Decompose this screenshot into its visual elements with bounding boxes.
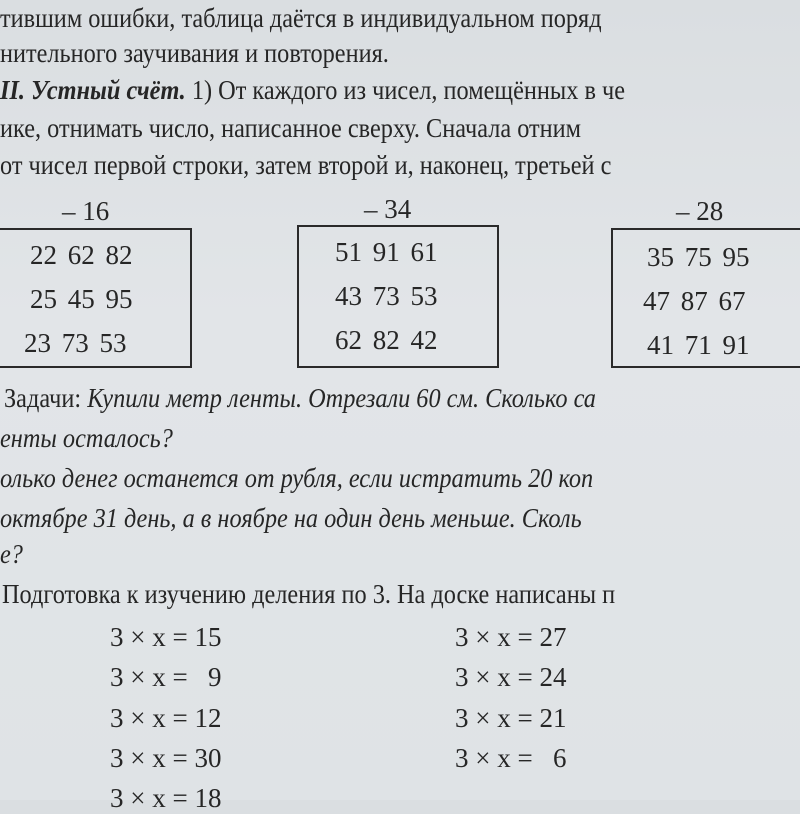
box-row: 23 73 53: [24, 328, 127, 358]
equation: 3 × x = 24: [455, 662, 567, 692]
task-line: олько денег останется от рубля, если истратить 20 коп: [0, 463, 594, 493]
equation: 3 × x = 9: [110, 662, 222, 692]
tasks-label: Задачи:: [4, 383, 88, 413]
task-line: октябре 31 день, а в ноябре на один день меньше. Сколь: [0, 503, 582, 533]
box-row: 35 75 95: [647, 242, 750, 272]
equation: 3 × x = 21: [455, 703, 567, 733]
equation: 3 × x = 12: [110, 703, 222, 733]
section-line: [0, 72, 625, 108]
equation: 3 × x = 18: [110, 783, 222, 813]
equation: 3 × x = 30: [110, 743, 222, 773]
task-line: енты осталось?: [0, 423, 173, 453]
task-text: Купили метр ленты. Отрезали 60 см. Сколько са: [87, 383, 596, 413]
number-box: [0, 228, 192, 368]
text-line: тившим ошибки, таблица даётся в индивидуальном поряд: [0, 3, 602, 33]
text-line: ике, отнимать число, написанное сверху. Сначала отним: [0, 113, 582, 143]
box-row: 22 62 82: [30, 240, 133, 270]
box-header: – 34: [364, 194, 412, 224]
equation: 3 × x = 15: [110, 622, 222, 652]
task-line: е?: [0, 539, 23, 569]
text-line: нительного заучивания и повторения.: [0, 38, 389, 68]
box-row: 41 71 91: [647, 330, 750, 360]
section-heading: II. Устный счёт.: [0, 75, 186, 105]
number-box: [297, 225, 499, 368]
box-row: 25 45 95: [30, 284, 133, 314]
equation: 3 × x = 27: [455, 622, 567, 652]
equation: 3 × x = 6: [455, 743, 567, 773]
box-row: 47 87 67: [643, 286, 746, 316]
number-box: [611, 228, 800, 368]
box-header: – 16: [62, 196, 110, 226]
text-line: Подготовка к изучению деления по 3. На доске написаны п: [2, 579, 616, 609]
text-line: от чисел первой строки, затем второй и, наконец, третьей с: [0, 150, 612, 180]
task-line: [4, 380, 596, 416]
box-row: 43 73 53: [335, 281, 438, 311]
text-fragment: 1) От каждого из чисел, помещённых в че: [185, 75, 626, 105]
box-row: 51 91 61: [335, 237, 438, 267]
box-header: – 28: [676, 196, 724, 226]
box-row: 62 82 42: [335, 325, 438, 355]
